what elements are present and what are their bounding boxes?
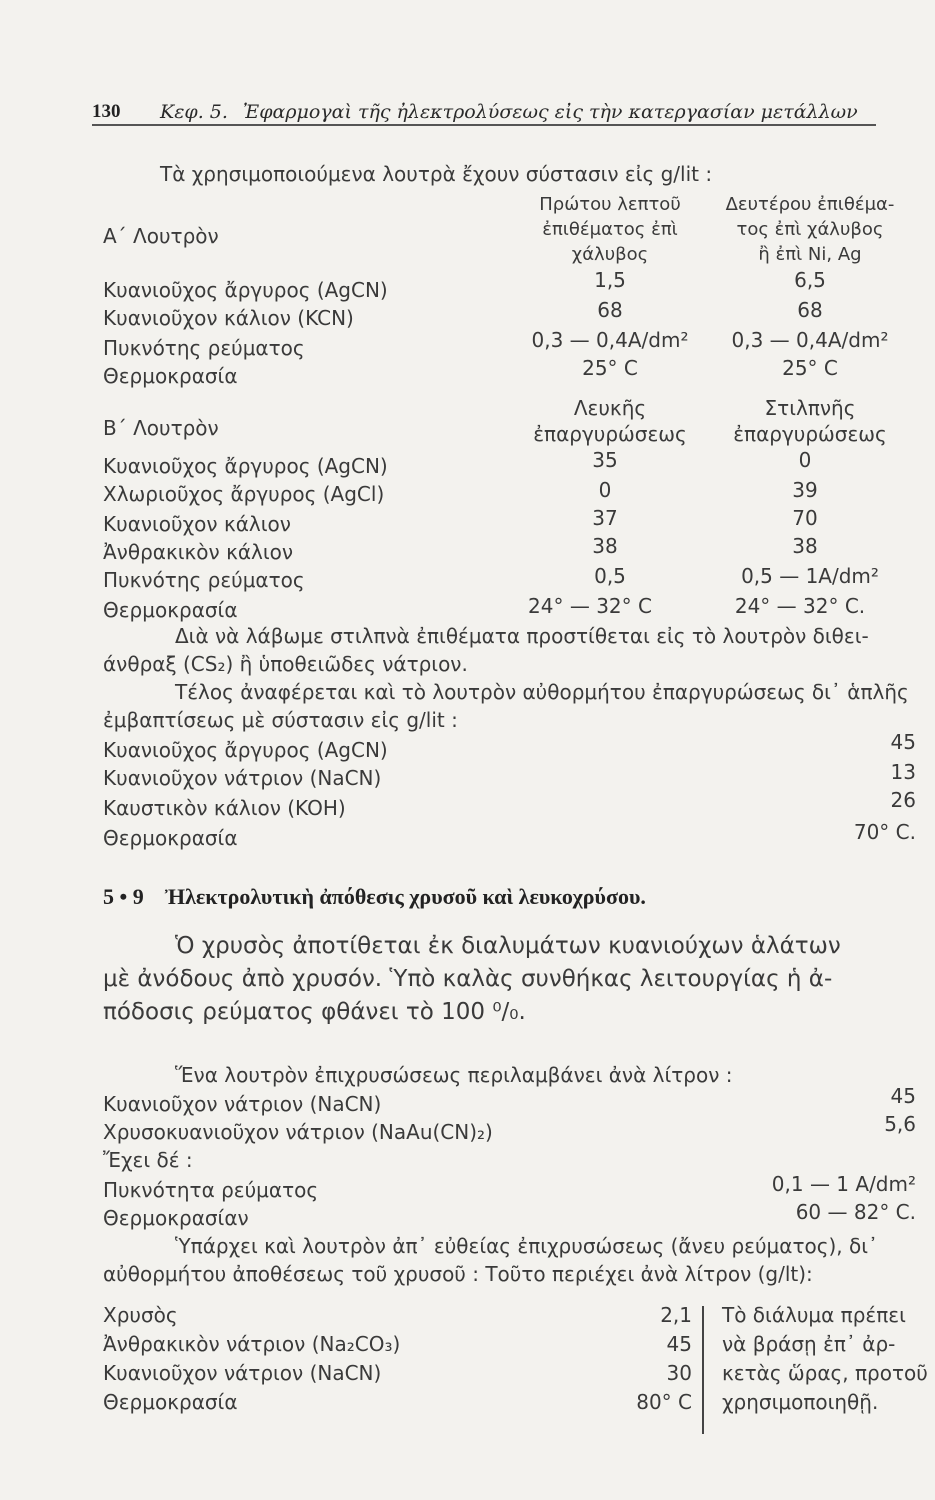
gold-bath-name: Κυανιοῦχον νάτριον (NaCN) (103, 1092, 382, 1116)
bath-a-col2-line2: τος ἐπὶ χάλυβος (736, 219, 884, 240)
side-note-line2: νὰ βράσῃ ἐπ᾽ ἀρ- (722, 1332, 896, 1356)
bath-c-value: 45 (890, 730, 916, 754)
para1-line1: Διὰ νὰ λάβωμε στιλπνὰ ἐπιθέματα προστίθεται εἰς τὸ λουτρὸν διθει- (175, 624, 869, 648)
bath-b-row-v2: 70 (792, 506, 818, 530)
bath-b-row-v1: 37 (592, 506, 618, 530)
gold-cond-value: 0,1 — 1 A/dm² (771, 1172, 916, 1196)
para2-line1: Τέλος ἀναφέρεται καὶ τὸ λουτρὸν αὐθορμήτου ἐπαργυρώσεως δι᾽ ἁπλῆς (175, 680, 909, 704)
running-title: Ἐφαρμογαὶ τῆς ἠλεκτρολύσεως εἰς τὴν κατεργασίαν μετάλλων (243, 101, 858, 123)
side-note-line3: κετὰς ὥρας, προτοῦ (722, 1361, 928, 1385)
section-title: Ἠλεκτρολυτικὴ ἀπόθεσις χρυσοῦ καὶ λευκοχρύσου. (165, 884, 646, 909)
bath-a-col1-line3: χάλυβος (571, 244, 649, 265)
bath-b-row-name: Χλωριοῦχος ἄργυρος (AgCl) (103, 482, 385, 506)
side-note-line1: Τὸ διάλυμα πρέπει (722, 1303, 906, 1327)
auto-bath-name: Ἀνθρακικὸν νάτριον (Na₂CO₃) (103, 1332, 401, 1356)
gold-cond-name: Θερμοκρασίαν (103, 1206, 249, 1230)
auto-bath-value: 30 (666, 1361, 692, 1385)
header-rule (92, 124, 876, 126)
side-note-line4: χρησιμοποιηθῇ. (722, 1390, 879, 1414)
bath-c-name: Καυστικὸν κάλιον (KOH) (103, 796, 346, 820)
bath-a-col1-line1: Πρώτου λεπτοῦ (539, 194, 681, 215)
bath-a-row-v2: 68 (797, 298, 823, 322)
gold-intro: Ἕνα λουτρὸν ἐπιχρυσώσεως περιλαμβάνει ἀνὰ λίτρον : (175, 1063, 733, 1087)
auto-bath-name: Χρυσὸς (103, 1303, 178, 1327)
bath-a-row-v1: 68 (597, 298, 623, 322)
bath-a-row-v2: 25° C (782, 356, 838, 380)
bath-a-col2-line3: ἢ ἐπὶ Ni, Ag (758, 244, 862, 265)
bath-b-row-v1: 38 (592, 534, 618, 558)
gold-para-line1: Ὁ χρυσὸς ἀποτίθεται ἐκ διαλυμάτων κυανιούχων ἁλάτων (175, 933, 841, 959)
para2-line2: ἐμβαπτίσεως μὲ σύστασιν εἰς g/lit : (103, 708, 458, 732)
bath-a-row-v1: 0,3 — 0,4A/dm² (531, 328, 689, 352)
bath-b-row-name: Θερμοκρασία (103, 598, 238, 622)
bath-a-col2-line1: Δευτέρου ἐπιθέμα- (725, 194, 895, 215)
bracket-divider (702, 1306, 714, 1434)
bath-a-label: Α΄ Λουτρὸν (103, 224, 219, 248)
bath-a-row-v2: 0,3 — 0,4A/dm² (731, 328, 889, 352)
bath-b-row-name: Κυανιοῦχον κάλιον (103, 512, 291, 536)
bath-a-col1-line2: ἐπιθέματος ἐπὶ (542, 219, 678, 240)
bath-b-row-v2: 38 (792, 534, 818, 558)
gold-cond-value: 60 — 82° C. (795, 1200, 916, 1224)
bath-b-row-v1: 0,5 (594, 564, 626, 588)
gold-para-line3: πόδοσις ρεύματος φθάνει τὸ 100 ⁰/₀. (103, 999, 526, 1025)
bath-b-row-name: Ἀνθρακικὸν κάλιον (103, 540, 294, 564)
bath-a-row-v1: 1,5 (594, 268, 626, 292)
gold-bath-name: Χρυσοκυανιοῦχον νάτριον (NaAu(CN)₂) (103, 1120, 493, 1144)
gold-para-line2: μὲ ἀνόδους ἀπὸ χρυσόν. Ὑπὸ καλὰς συνθήκας λειτουργίας ἡ ἀ- (103, 966, 833, 992)
bath-c-value: 13 (890, 760, 916, 784)
bath-c-value: 70° C. (853, 820, 916, 844)
auto-bath-value: 80° C (636, 1390, 692, 1414)
bath-b-row-name: Πυκνότης ρεύματος (103, 568, 305, 592)
bath-c-name: Θερμοκρασία (103, 826, 238, 850)
bath-b-row-v2: 24° — 32° C. (734, 594, 866, 618)
has-label: Ἔχει δέ : (103, 1148, 193, 1172)
bath-b-row-v2: 0,5 — 1A/dm² (741, 564, 879, 588)
bath-b-row-v2: 39 (792, 478, 818, 502)
bath-a-row-name: Κυανιοῦχος ἄργυρος (AgCN) (103, 278, 388, 302)
bath-b-row-v1: 24° — 32° C (528, 594, 652, 618)
bath-a-row-name: Πυκνότης ρεύματος (103, 336, 305, 360)
bath-b-label: Β΄ Λουτρὸν (103, 416, 219, 440)
auto-bath-value: 45 (666, 1332, 692, 1356)
bath-b-row-v2: 0 (798, 448, 812, 472)
gold-bath-value: 5,6 (884, 1112, 916, 1136)
section-number: 5 • 9 (103, 884, 144, 909)
page-number: 130 (92, 101, 121, 122)
chapter-label: Κεφ. 5. (160, 101, 228, 123)
intro-line: Τὰ χρησιμοποιούμενα λουτρὰ ἔχουν σύστασιν εἰς g/lit : (160, 162, 713, 186)
auto-bath-name: Κυανιοῦχον νάτριον (NaCN) (103, 1361, 382, 1385)
bath-b-col1-line1: Λευκῆς (573, 396, 647, 420)
bath-c-name: Κυανιοῦχος ἄργυρος (AgCN) (103, 738, 388, 762)
bath-b-col1-line2: ἐπαργυρώσεως (533, 422, 687, 446)
para1-line2: άνθραξ (CS₂) ἢ ὑποθειῶδες νάτριον. (103, 652, 468, 676)
gold-cond-name: Πυκνότητα ρεύματος (103, 1178, 319, 1202)
bath-c-value: 26 (890, 788, 916, 812)
bath-b-col2-line2: ἐπαργυρώσεως (733, 422, 887, 446)
bath-b-row-v1: 35 (592, 448, 618, 472)
bath-a-row-name: Θερμοκρασία (103, 364, 238, 388)
auto-bath-name: Θερμοκρασία (103, 1390, 238, 1414)
bath-b-row-name: Κυανιοῦχος ἄργυρος (AgCN) (103, 454, 388, 478)
bath-a-row-name: Κυανιοῦχον κάλιον (KCN) (103, 306, 354, 330)
bath-b-col2-line1: Στιλπνῆς (764, 396, 856, 420)
bath-c-name: Κυανιοῦχον νάτριον (NaCN) (103, 766, 382, 790)
para3-line1: Ὑπάρχει καὶ λουτρὸν ἀπ᾽ εὐθείας ἐπιχρυσώσεως (ἄνευ ρεύματος), δι᾽ (175, 1234, 878, 1258)
gold-bath-value: 45 (890, 1084, 916, 1108)
bath-a-row-v1: 25° C (582, 356, 638, 380)
bath-b-row-v1: 0 (598, 478, 612, 502)
auto-bath-value: 2,1 (660, 1303, 692, 1327)
para3-line2: αὐθορμήτου ἀποθέσεως τοῦ χρυσοῦ : Τοῦτο περιέχει ἀνὰ λίτρον (g/lt): (103, 1262, 813, 1286)
bath-a-row-v2: 6,5 (794, 268, 826, 292)
